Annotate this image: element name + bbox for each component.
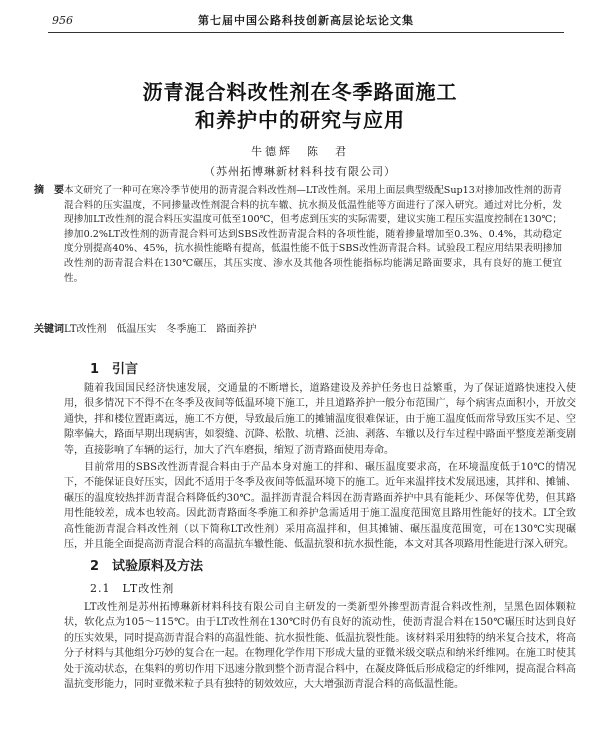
affiliation: （苏州拓博琳新材料科技有限公司） — [204, 165, 396, 178]
section-1-paragraph-2: 目前常用的SBS改性沥青混合料由于产品本身对施工的拌和、碾压温度要求高，在环境温度低于10℃的情况下，不能保证良好压实，因此不适用于冬季及夜间等低温环境下的施工。近年来温拌技术发展迅速，其拌和、摊铺、碾压的温度较热拌沥青混合料降低约30℃。温拌沥青混合料因在沥青路面养护中具有能耗少、环保等优势，但其路用性能较差，成本也较高。因此沥青路面冬季施工和养护急需适用于施工温度范围宽且路用性能好的技术。LT全致高性能沥青混合料改性剂（以下简称LT改性剂）采用高温拌和，但其摊铺、碾压温度范围宽，可在130℃实现碾压，并且能全面提高沥青混合料的高温抗车辙性能、低温抗裂和抗水损性能，本文对其各项路用性能进行深入研究。 — [64, 462, 576, 551]
abstract — [34, 184, 562, 286]
keywords — [34, 323, 562, 337]
abstract-text: 本文研究了一种可在寒冷季节使用的沥青混合料改性剂—LT改性剂。采用上面层典型级配Sup13对掺加改性剂的沥青混合料的压实温度，不同掺量改性剂混合料的抗车辙、抗水损及低温性能等方面进行了深入研究。通过对比分析，发现掺加LT改性剂的混合料压实温度可低至100℃，但考虑到压实的实际需要，建议实施工程压实温度控制在130℃；掺加0.2%LT改性剂的沥青混合料可达到SBS改性沥青混合料的各项性能，随着掺量增加至0.3%、0.4%，其动稳定度分别提高40%、45%，抗水损性能略有提高，低温性能不低于SBS改性沥青混合料。试验段工程应用结果表明掺加改性剂的沥青混合料在130℃碾压，其压实度、渗水及其他各项性能指标均能满足路面要求，具有良好的施工便宜性。 — [64, 185, 562, 284]
section-1-paragraph-1: 随着我国国民经济快速发展，交通量的不断增长，道路建设及养护任务也日益繁重，为了保证道路快速投入使用，很多情况下不得不在冬季及夜间等低温环境下施工，并且道路养护一般分布范围广，每个病害点面积小，开放交通快，拌和楼位置距离远，施工不方便，导致最后施工的摊铺温度很难保证，由于施工温度低而常导致压实不足、空隙率偏大，路面早期出现病害，如裂缝、沉降、松散、坑槽、泛油、剥落、车辙以及行车过程中路面平整度差渐变剧等，直接影响了车辆的运行，加大了汽车磨损，缩短了沥青路面使用寿命。 — [64, 383, 576, 456]
paper-title-line-1: 沥青混合料改性剂在冬季路面施工 — [142, 80, 458, 104]
abstract-label: 摘 要 — [34, 185, 64, 196]
authors: 牛德辉 陈 君 — [251, 145, 349, 158]
section-2-1-paragraph: LT改性剂是苏州拓博琳新材料科技有限公司自主研发的一类新型外掺型沥青混合料改性剂，呈黑色固体颗粒状，软化点为105～115℃。由于LT改性剂在130℃时仍有良好的流动性，使沥青混合料在150℃碾压时达到良好的压实效果，同时提高沥青混合料的高温性能、抗水损性能、低温抗裂性能。该材料采用独特的纳米复合技术，将高分子材料与其他组分巧妙的复合在一起。在物理化学作用下形成大量的亚微米级交联点和纳米纤维网。在施工时使其处于流动状态，在集料的剪切作用下迅速分散到整个沥青混合料中，在凝皮降低后形成稳定的纤维网，提高混合料高温抗变形能力，同时亚微米粒子具有独特的韧效效应，大大增强沥青混合料的高低温性能。 — [64, 602, 576, 691]
section-1-heading: 1 引言 — [90, 362, 139, 377]
section-2-1-heading: 2.1 LT改性剂 — [90, 582, 175, 595]
journal-title: 第七届中国公路科技创新高层论坛论文集 — [198, 14, 414, 27]
running-header — [48, 10, 564, 33]
keywords-label: 关键词 — [34, 324, 64, 335]
section-2-heading: 2 试验原料及方法 — [90, 559, 204, 574]
keywords-text: LT改性剂 低温压实 冬季施工 路面养护 — [64, 324, 257, 335]
page-number: 956 — [52, 14, 73, 27]
paper-title-line-2: 和养护中的研究与应用 — [195, 108, 405, 132]
